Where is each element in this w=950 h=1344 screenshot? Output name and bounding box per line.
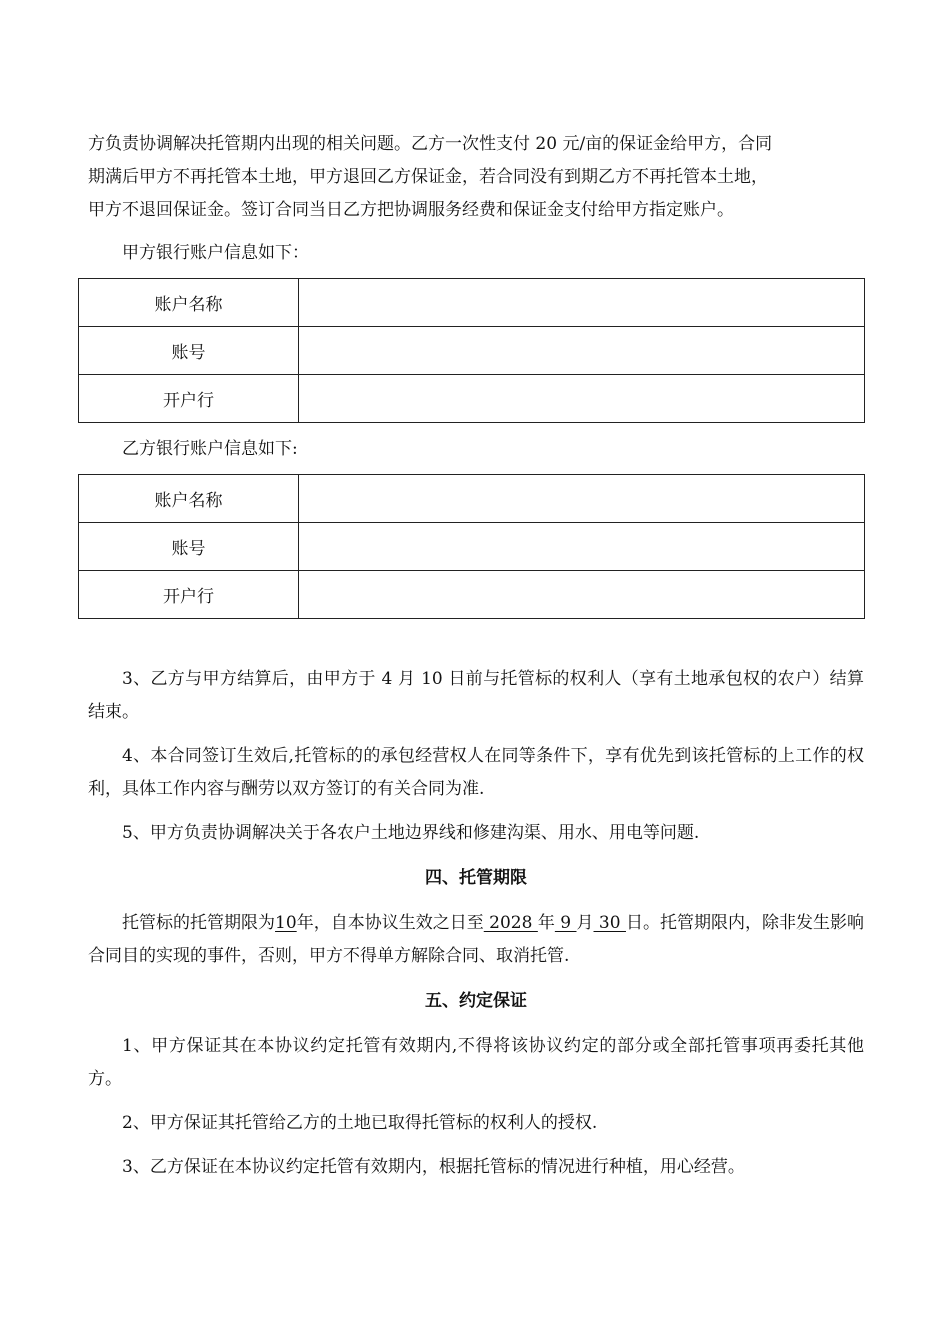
party-a-bank-table bbox=[78, 278, 865, 423]
table-row bbox=[79, 375, 865, 423]
section-5-item-1: 1、甲方保证其在本协议约定托管有效期内,不得将该协议约定的部分或全部托管事项再委托其他方。 bbox=[88, 1036, 864, 1089]
account-number-label: 账号 bbox=[79, 327, 299, 375]
bank-branch-value bbox=[299, 571, 865, 619]
term-end-year: 2028 bbox=[483, 913, 538, 933]
table-row bbox=[79, 523, 865, 571]
account-number-value bbox=[299, 523, 865, 571]
table-row bbox=[79, 475, 865, 523]
table-row bbox=[79, 279, 865, 327]
intro-line-3: 甲方不退回保证金。签订合同当日乙方把协调服务经费和保证金支付给甲方指定账户。 bbox=[88, 200, 734, 220]
intro-paragraph bbox=[88, 128, 864, 227]
bank-branch-label: 开户行 bbox=[79, 571, 299, 619]
term-text-d: 月 bbox=[576, 913, 594, 933]
clause-3-item-3: 3、乙方与甲方结算后，由甲方于 4 月 10 日前与托管标的权利人（享有土地承包权的农户）结算结束。 bbox=[88, 669, 864, 722]
account-name-value bbox=[299, 475, 865, 523]
intro-line-1: 方负责协调解决托管期内出现的相关问题。乙方一次性支付 20 元/亩的保证金给甲方，合同 bbox=[88, 134, 773, 154]
party-b-bank-table bbox=[78, 474, 865, 619]
account-name-label: 账户名称 bbox=[79, 279, 299, 327]
section-5-item-2: 2、甲方保证其托管给乙方的土地已取得托管标的权利人的授权. bbox=[122, 1113, 598, 1133]
account-name-value bbox=[299, 279, 865, 327]
term-end-day: 30 bbox=[593, 913, 626, 933]
document-page bbox=[88, 128, 864, 1184]
party-a-bank-title: 甲方银行账户信息如下： bbox=[122, 243, 309, 263]
table-row bbox=[79, 571, 865, 619]
term-years: 10 bbox=[275, 913, 297, 933]
clause-3-item-4: 4、本合同签订生效后,托管标的的承包经营权人在同等条件下，享有优先到该托管标的上工作的权利，具体工作内容与酬劳以双方签订的有关合同为准. bbox=[88, 746, 864, 799]
section-5-heading: 五、约定保证 bbox=[425, 991, 527, 1011]
section-4-paragraph bbox=[88, 907, 864, 973]
party-b-bank-title: 乙方银行账户信息如下: bbox=[122, 439, 298, 459]
term-text-a: 托管标的托管期限为 bbox=[122, 913, 276, 933]
bank-branch-value bbox=[299, 375, 865, 423]
account-number-label: 账号 bbox=[79, 523, 299, 571]
spacer bbox=[88, 619, 864, 663]
term-text-e: 日。托管期限内，除非发生影响合同目的实现的事件，否则，甲方不得单方解除合同、取消托管. bbox=[88, 913, 865, 966]
clause-3-item-5: 5、甲方负责协调解决关于各农户土地边界线和修建沟渠、用水、用电等问题. bbox=[122, 823, 700, 843]
section-4-heading: 四、托管期限 bbox=[425, 868, 527, 888]
term-text-b: 年，自本协议生效之日至 bbox=[296, 913, 484, 933]
account-name-label: 账户名称 bbox=[79, 475, 299, 523]
table-row bbox=[79, 327, 865, 375]
intro-line-2: 期满后甲方不再托管本土地，甲方退回乙方保证金，若合同没有到期乙方不再托管本土地， bbox=[88, 167, 768, 187]
bank-branch-label: 开户行 bbox=[79, 375, 299, 423]
section-5-item-3: 3、乙方保证在本协议约定托管有效期内，根据托管标的情况进行种植，用心经营。 bbox=[122, 1157, 745, 1177]
account-number-value bbox=[299, 327, 865, 375]
term-end-month: 9 bbox=[554, 913, 577, 933]
term-text-c: 年 bbox=[537, 913, 555, 933]
